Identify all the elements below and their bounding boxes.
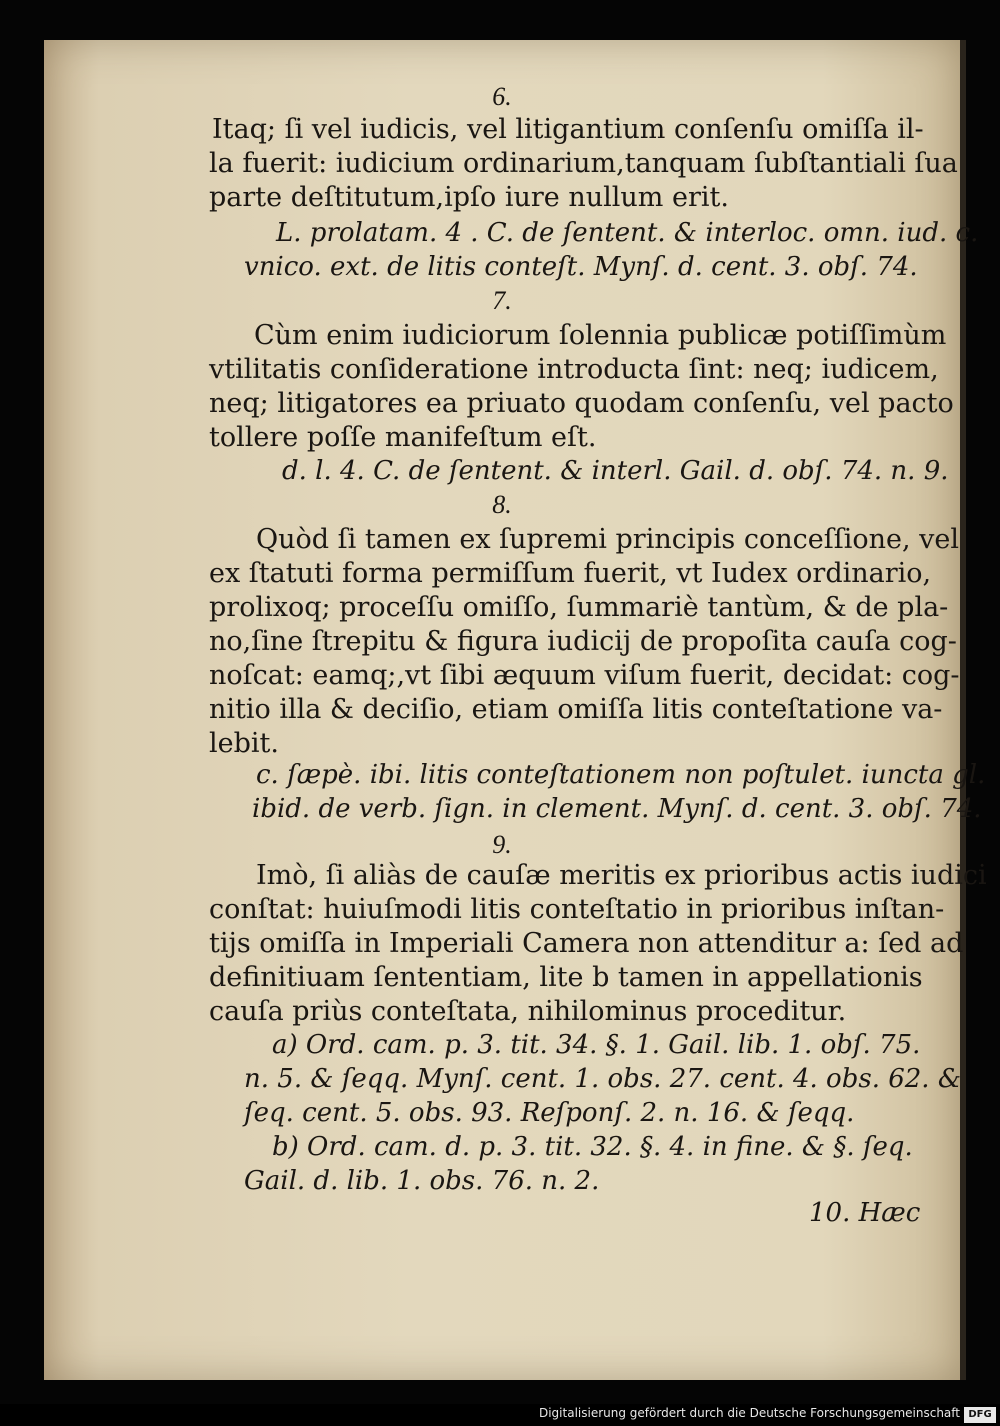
paragraph-1-line-1: Itaq; ſi vel iudicis, vel litigantium conſenſu omiſſa il- <box>212 114 924 145</box>
paragraph-3-line-5: noſcat: eamq;,vt ſibi æquum viſum fuerit, decidat: cog- <box>209 660 960 691</box>
paragraph-4-line-2: conſtat: huiuſmodi litis conteſtatio in prioribus inſtan- <box>209 894 945 925</box>
footnote-a-line-2: n. 5. & ſeqq. Mynſ. cent. 1. obs. 27. cent. 4. obs. 62. & <box>244 1064 961 1094</box>
footnote-b-line-2: Gail. d. lib. 1. obs. 76. n. 2. <box>244 1166 600 1196</box>
footnote-a-line-3: ſeq. cent. 5. obs. 93. Reſponſ. 2. n. 16. & ſeqq. <box>244 1098 855 1128</box>
section-number-7: 7. <box>492 286 512 315</box>
citation-3-line-2: ibid. de verb. ſign. in clement. Mynſ. d. cent. 3. obſ. 74. <box>252 794 982 824</box>
paragraph-3-line-4: no,ſine ſtrepitu & figura iudicij de propoſita cauſa cog- <box>209 626 957 657</box>
paragraph-1-line-3: parte deſtitutum,ipſo iure nullum erit. <box>209 182 729 213</box>
paragraph-4-line-1: Imò, ſi aliàs de cauſæ meritis ex prioribus actis iudici <box>256 860 987 891</box>
paragraph-4-line-5: cauſa priùs conteſtata, nihilominus proceditur. <box>209 996 847 1027</box>
citation-2: d. l. 4. C. de ſentent. & interl. Gail. d. obſ. 74. n. 9. <box>282 456 949 486</box>
paragraph-2-line-1: Cùm enim iudiciorum ſolennia publicæ potiſſimùm <box>254 320 947 351</box>
paragraph-2-line-3: neq; litigatores ea priuato quodam conſenſu, vel pacto <box>209 388 954 419</box>
paragraph-2-line-2: vtilitatis conſideratione introducta ſint: neq; iudicem, <box>209 354 939 385</box>
paragraph-2-line-4: tollere poſſe manifeſtum eſt. <box>209 422 597 453</box>
paragraph-4-line-4: definitiuam ſententiam, lite b tamen in appellationis <box>209 962 923 993</box>
footer-bar <box>0 1404 1000 1426</box>
section-number-8: 8. <box>492 490 512 519</box>
book-page <box>44 40 987 1380</box>
section-number-9: 9. <box>492 830 512 859</box>
catchword: 10. Hæc <box>809 1198 921 1228</box>
page-number: 6. <box>492 82 512 111</box>
citation-1-line-1: L. prolatam. 4 . C. de ſentent. & interloc. omn. iud. c. <box>276 218 979 248</box>
paragraph-1-line-2: la fuerit: iudicium ordinarium,tanquam ſubſtantiali ſua <box>209 148 958 179</box>
footnote-a-line-1: a) Ord. cam. p. 3. tit. 34. §. 1. Gail. lib. 1. obſ. 75. <box>272 1030 921 1060</box>
paragraph-4-line-3: tijs omiſſa in Imperiali Camera non attenditur a: ſed ad <box>209 928 964 959</box>
paragraph-3-line-2: ex ſtatuti forma permiſſum fuerit, vt Iudex ordinario, <box>209 558 932 589</box>
footnote-b-line-1: b) Ord. cam. d. p. 3. tit. 32. §. 4. in fine. & §. ſeq. <box>272 1132 913 1162</box>
paragraph-3-line-7: lebit. <box>209 728 279 759</box>
paragraph-3-line-1: Quòd ſi tamen ex ſupremi principis conceſſione, vel <box>256 524 959 555</box>
citation-3-line-1: c. ſæpè. ibi. litis conteſtationem non poſtulet. iuncta gl. <box>256 760 986 790</box>
citation-1-line-2: vnico. ext. de litis conteſt. Mynſ. d. cent. 3. obſ. 74. <box>244 252 918 282</box>
paragraph-3-line-6: nitio illa & deciſio, etiam omiſſa litis conteſtatione va- <box>209 694 943 725</box>
paragraph-3-line-3: prolixoq; proceſſu omiſſo, ſummariè tantùm, & de pla- <box>209 592 949 623</box>
funding-notice: Digitalisierung gefördert durch die Deutsche Forschungsgemeinschaft <box>538 1406 960 1420</box>
dfg-logo: DFG <box>964 1407 996 1423</box>
